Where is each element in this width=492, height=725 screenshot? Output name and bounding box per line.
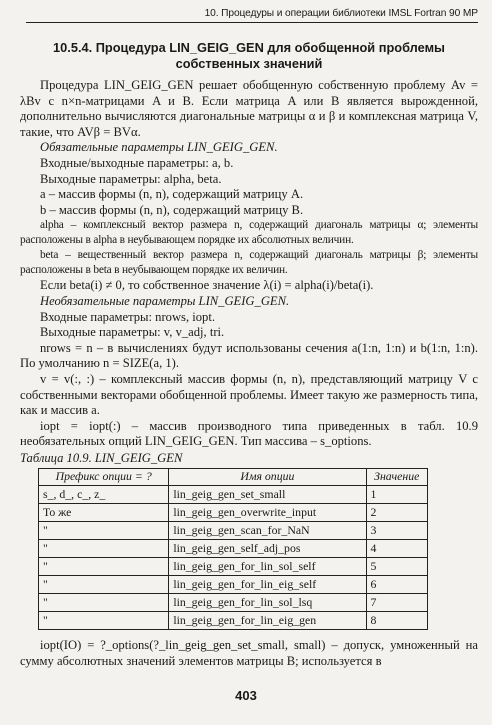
cell-prefix: " <box>39 594 169 612</box>
cell-prefix: " <box>39 522 169 540</box>
required-params-heading: Обязательные параметры LIN_GEIG_GEN. <box>40 140 278 155</box>
section-title: 10.5.4. Процедура LIN_GEIG_GEN для обобщенной проблемы собственных значений <box>53 40 445 71</box>
param-beta: beta – вещественный вектор размера n, содержащий диагональ матрицы β; элементы расположены в beta в неубывающем порядке их величин. <box>20 249 478 277</box>
output-params: Выходные параметры: alpha, beta. <box>40 171 222 186</box>
table-header-row <box>39 469 428 486</box>
options-table <box>38 468 428 630</box>
cell-prefix: " <box>39 576 169 594</box>
param-b: b – массив формы (n, n), содержащий матрицу B. <box>40 202 304 217</box>
eigenvalue-formula: Если beta(i) ≠ 0, то собственное значение λ(i) = alpha(i)/beta(i). <box>40 278 374 293</box>
optional-output-params: Выходные параметры: v, v_adj, tri. <box>40 325 225 340</box>
cell-option-name: lin_geig_gen_for_lin_sol_lsq <box>169 594 366 612</box>
param-a: a – массив формы (n, n), содержащий матрицу A. <box>40 187 304 202</box>
page-content <box>20 40 478 669</box>
table-caption: Таблица 10.9. LIN_GEIG_GEN <box>20 450 183 465</box>
table-row <box>39 540 428 558</box>
closing-paragraph: iopt(IO) = ?_options(?_lin_geig_gen_set_small, small) – допуск, умноженный на сумму абсолютных значений элементов матрицы B; используется в <box>20 638 478 668</box>
cell-option-name: lin_geig_gen_for_lin_eig_self <box>169 576 366 594</box>
cell-option-name: lin_geig_gen_for_lin_eig_gen <box>169 612 366 630</box>
cell-value: 2 <box>366 504 427 522</box>
table-row <box>39 486 428 504</box>
optional-params-heading: Необязательные параметры LIN_GEIG_GEN. <box>40 293 290 308</box>
cell-value: 5 <box>366 558 427 576</box>
table-row <box>39 612 428 630</box>
cell-value: 6 <box>366 576 427 594</box>
cell-value: 1 <box>366 486 427 504</box>
inout-params: Входные/выходные параметры: a, b. <box>40 155 234 170</box>
cell-option-name: lin_geig_gen_set_small <box>169 486 366 504</box>
param-v: v = v(:, :) – комплексный массив формы (n, n), представляющий матрицу V с собственными векторами обобщенной проблемы. Имеет такую же размерность типа, как и массив a. <box>20 371 478 418</box>
cell-option-name: lin_geig_gen_scan_for_NaN <box>169 522 366 540</box>
cell-value: 3 <box>366 522 427 540</box>
cell-option-name: lin_geig_gen_for_lin_sol_self <box>169 558 366 576</box>
optional-input-params: Входные параметры: nrows, iopt. <box>40 309 215 324</box>
cell-prefix: " <box>39 558 169 576</box>
table-row <box>39 522 428 540</box>
cell-option-name: lin_geig_gen_self_adj_pos <box>169 540 366 558</box>
cell-value: 7 <box>366 594 427 612</box>
page-number: 403 <box>235 688 257 703</box>
param-nrows: nrows = n – в вычислениях будут использованы сечения a(1:n, 1:n) и b(1:n, 1:n). По умолчанию n = SIZE(a, 1). <box>20 340 478 371</box>
table-row <box>39 504 428 522</box>
param-iopt: iopt = iopt(:) – массив производного типа приведенных в табл. 10.9 необязательных опций LIN_GEIG_GEN. Тип массива – s_options. <box>20 418 478 449</box>
cell-option-name: lin_geig_gen_overwrite_input <box>169 504 366 522</box>
cell-prefix: То же <box>39 504 169 522</box>
cell-prefix: " <box>39 540 169 558</box>
table-row <box>39 594 428 612</box>
table-row <box>39 558 428 576</box>
param-alpha: alpha – комплексный вектор размера n, содержащий диагональ матрицы α; элементы расположены в alpha в неубывающем порядке их абсолютных величин. <box>20 219 478 247</box>
header-option-name: Имя опции <box>169 469 366 486</box>
cell-value: 8 <box>366 612 427 630</box>
header-value: Значение <box>366 469 427 486</box>
header-prefix: Префикс опции = ? <box>39 469 169 486</box>
intro-paragraph: Процедура LIN_GEIG_GEN решает обобщенную собственную проблему Av = λBv с n×n-матрицами A и B. Если матрица A или B является вырожденной, дополнительно вычисляются диагональные матрицы α и β и комплексная матрица V, такие, что AVβ = BVα. <box>20 78 478 139</box>
table-row <box>39 576 428 594</box>
running-head: 10. Процедуры и операции библиотеки IMSL Fortran 90 MP <box>26 8 478 23</box>
cell-value: 4 <box>366 540 427 558</box>
cell-prefix: s_, d_, c_, z_ <box>39 486 169 504</box>
cell-prefix: " <box>39 612 169 630</box>
